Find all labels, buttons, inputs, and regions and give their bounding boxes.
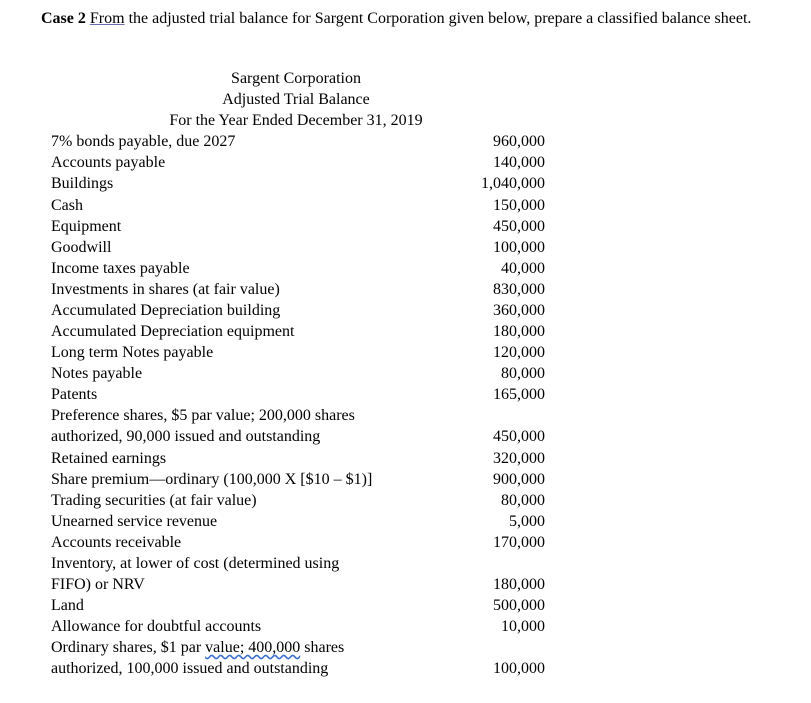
account-amount: 140,000 xyxy=(493,154,545,171)
account-label: Inventory, at lower of cost (determined using xyxy=(51,555,340,572)
account-row xyxy=(51,406,545,426)
account-label: 7% bonds payable, due 2027 xyxy=(51,133,236,150)
account-row xyxy=(51,217,545,237)
account-label: FIFO) or NRV xyxy=(51,576,145,593)
label-part: shares xyxy=(300,639,345,656)
account-row xyxy=(51,575,545,595)
account-amount: 180,000 xyxy=(493,576,545,593)
account-label: Buildings xyxy=(51,175,114,192)
account-label: Allowance for doubtful accounts xyxy=(51,618,262,635)
account-amount: 80,000 xyxy=(501,492,545,509)
from-word: From xyxy=(89,10,125,27)
account-label: Accounts receivable xyxy=(51,534,182,551)
account-amount: 1,040,000 xyxy=(481,175,545,192)
account-row xyxy=(51,491,545,511)
account-label: Cash xyxy=(51,197,83,214)
instructions-text: the adjusted trial balance for Sargent Corporation given below, prepare a classified balance sheet. xyxy=(128,10,752,27)
account-row xyxy=(51,512,545,532)
account-row xyxy=(51,427,545,447)
account-row xyxy=(51,638,545,658)
account-label: Investments in shares (at fair value) xyxy=(51,281,280,298)
company-name: Sargent Corporation xyxy=(231,70,361,87)
account-label: Income taxes payable xyxy=(51,260,190,277)
case-instructions xyxy=(41,8,781,29)
account-amount: 100,000 xyxy=(493,239,545,256)
account-row xyxy=(51,153,545,173)
account-label: Accounts payable xyxy=(51,154,166,171)
label-part: Ordinary shares, $1 par xyxy=(51,639,206,656)
account-row xyxy=(51,196,545,216)
account-amount: 360,000 xyxy=(493,302,545,319)
account-label: Retained earnings xyxy=(51,450,167,467)
case-label: Case 2 xyxy=(41,10,86,27)
account-row xyxy=(51,385,545,405)
account-amount: 150,000 xyxy=(493,197,545,214)
account-label: Unearned service revenue xyxy=(51,513,218,530)
account-amount: 100,000 xyxy=(493,660,545,677)
statement-period: For the Year Ended December 31, 2019 xyxy=(169,112,423,129)
account-amount: 170,000 xyxy=(493,534,545,551)
account-row xyxy=(51,174,545,194)
account-row xyxy=(51,301,545,321)
account-label: Share premium—ordinary (100,000 X [$10 – $1)] xyxy=(51,471,373,488)
account-label: authorized, 100,000 issued and outstanding xyxy=(51,660,329,677)
account-row xyxy=(51,533,545,553)
account-row xyxy=(51,596,545,616)
account-amount: 900,000 xyxy=(493,471,545,488)
account-label: Patents xyxy=(51,386,98,403)
account-amount: 80,000 xyxy=(501,365,545,382)
account-amount: 450,000 xyxy=(493,218,545,235)
account-row xyxy=(51,132,545,152)
account-label: Notes payable xyxy=(51,365,143,382)
account-row xyxy=(51,322,545,342)
account-label: Land xyxy=(51,597,84,614)
account-amount: 5,000 xyxy=(509,513,545,530)
account-amount: 10,000 xyxy=(501,618,545,635)
account-amount: 165,000 xyxy=(493,386,545,403)
account-amount: 450,000 xyxy=(493,428,545,445)
account-row xyxy=(51,259,545,279)
account-row xyxy=(51,617,545,637)
account-amount: 320,000 xyxy=(493,450,545,467)
account-amount: 500,000 xyxy=(493,597,545,614)
statement-title: Adjusted Trial Balance xyxy=(222,91,370,108)
account-amount: 180,000 xyxy=(493,323,545,340)
account-label: Preference shares, $5 par value; 200,000 shares xyxy=(51,407,355,424)
account-row xyxy=(51,343,545,363)
account-label: Equipment xyxy=(51,218,122,235)
account-row xyxy=(51,554,545,574)
account-label: Accumulated Depreciation equipment xyxy=(51,323,295,340)
account-amount: 960,000 xyxy=(493,133,545,150)
account-amount: 120,000 xyxy=(493,344,545,361)
account-amount: 830,000 xyxy=(493,281,545,298)
account-row xyxy=(51,449,545,469)
account-row xyxy=(51,470,545,490)
account-label: Accumulated Depreciation building xyxy=(51,302,281,319)
account-row xyxy=(51,364,545,384)
account-row xyxy=(51,238,545,258)
account-label: Long term Notes payable xyxy=(51,344,214,361)
account-label xyxy=(51,638,344,658)
account-row xyxy=(51,280,545,300)
account-row xyxy=(51,659,545,679)
account-label: authorized, 90,000 issued and outstanding xyxy=(51,428,321,445)
account-label: Trading securities (at fair value) xyxy=(51,492,257,509)
account-label: Goodwill xyxy=(51,239,112,256)
spellcheck-underlined-text: value; 400,000 xyxy=(205,639,301,656)
account-amount: 40,000 xyxy=(501,260,545,277)
